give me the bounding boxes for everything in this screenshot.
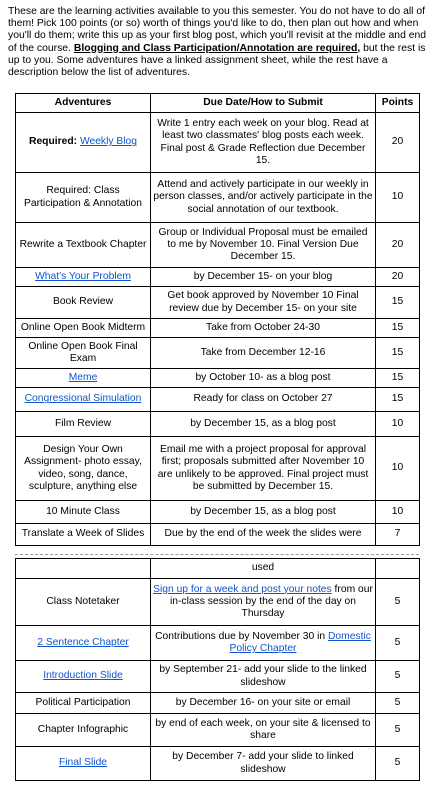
adventure-cell: Book Review bbox=[16, 287, 151, 319]
intro-required-note: Blogging and Class Participation/Annotation are required, bbox=[73, 42, 361, 54]
table-row bbox=[16, 287, 420, 319]
points-cell bbox=[376, 559, 420, 579]
points-cell: 15 bbox=[376, 287, 420, 319]
adventures-table-continued bbox=[15, 558, 420, 781]
table-row bbox=[16, 338, 420, 369]
adventure-cell: Political Participation bbox=[16, 693, 151, 714]
domestic-policy-chapter-link[interactable]: Domestic Policy Chapter bbox=[229, 630, 371, 654]
due-cell: Ready for class on October 27 bbox=[151, 388, 376, 412]
points-cell: 5 bbox=[376, 747, 420, 781]
points-cell: 5 bbox=[376, 579, 420, 626]
adventure-cell bbox=[16, 113, 151, 173]
header-adventures: Adventures bbox=[16, 94, 151, 113]
table-row bbox=[16, 693, 420, 714]
points-cell: 20 bbox=[376, 268, 420, 287]
table-row bbox=[16, 579, 420, 626]
table-row bbox=[16, 268, 420, 287]
adventure-cell bbox=[16, 369, 151, 388]
notetaker-due-text: from our in-class session by the end of the day on Thursday bbox=[169, 583, 373, 620]
intro-paragraph bbox=[8, 6, 432, 79]
adventure-cell: Required: Class Participation & Annotation bbox=[16, 173, 151, 223]
points-cell: 10 bbox=[376, 412, 420, 437]
adventure-cell bbox=[16, 747, 151, 781]
intro-text-2: but the rest is up to you. Some adventures have a linked assignment sheet, while the rest have a description below the list of adventures. bbox=[8, 42, 426, 79]
adventure-cell: Online Open Book Midterm bbox=[16, 319, 151, 338]
adventure-cell: Design Your Own Assignment- photo essay, video, song, dance, sculpture, anything else bbox=[16, 437, 151, 501]
required-label: Required: bbox=[29, 136, 80, 148]
adventure-cell: Translate a Week of Slides bbox=[16, 524, 151, 546]
table-row bbox=[16, 369, 420, 388]
due-cell: Get book approved by November 10 Final review due by December 15- on your site bbox=[151, 287, 376, 319]
due-cell: Due by the end of the week the slides were bbox=[151, 524, 376, 546]
due-cell: Attend and actively participate in our weekly in person classes, and/or actively participate in the social annotation of our textbook. bbox=[151, 173, 376, 223]
table-row bbox=[16, 559, 420, 579]
adventure-cell bbox=[16, 661, 151, 693]
due-cell: by December 15, as a blog post bbox=[151, 501, 376, 524]
due-cell-continued: used bbox=[151, 559, 376, 579]
adventure-cell: Class Notetaker bbox=[16, 579, 151, 626]
points-cell: 5 bbox=[376, 714, 420, 747]
header-due: Due Date/How to Submit bbox=[151, 94, 376, 113]
adventure-cell: Film Review bbox=[16, 412, 151, 437]
due-cell: by October 10- as a blog post bbox=[151, 369, 376, 388]
points-cell: 15 bbox=[376, 369, 420, 388]
table-row bbox=[16, 501, 420, 524]
adventures-table bbox=[15, 93, 420, 546]
adventure-cell bbox=[16, 268, 151, 287]
table-row bbox=[16, 173, 420, 223]
due-cell bbox=[151, 579, 376, 626]
table-row bbox=[16, 714, 420, 747]
table-row bbox=[16, 661, 420, 693]
adventure-cell: Chapter Infographic bbox=[16, 714, 151, 747]
congressional-simulation-link[interactable]: Congressional Simulation bbox=[24, 393, 142, 405]
table-header-row bbox=[16, 94, 420, 113]
table-row bbox=[16, 223, 420, 268]
points-cell: 5 bbox=[376, 693, 420, 714]
points-cell: 15 bbox=[376, 388, 420, 412]
due-cell: Group or Individual Proposal must be emailed to me by November 10. Final Version Due December 15. bbox=[151, 223, 376, 268]
adventure-cell: Rewrite a Textbook Chapter bbox=[16, 223, 151, 268]
table-row bbox=[16, 412, 420, 437]
table-row bbox=[16, 113, 420, 173]
weekly-blog-link[interactable]: Weekly Blog bbox=[79, 136, 137, 148]
adventure-cell bbox=[16, 388, 151, 412]
table-row bbox=[16, 524, 420, 546]
due-cell: by December 7- add your slide to linked slideshow bbox=[151, 747, 376, 781]
due-cell: by December 15, as a blog post bbox=[151, 412, 376, 437]
points-cell: 7 bbox=[376, 524, 420, 546]
adventure-cell bbox=[16, 559, 151, 579]
due-cell bbox=[151, 626, 376, 661]
due-cell: Write 1 entry each week on your blog. Read at least two classmates' blog posts each week. Final post & Grade Reflection due December 15. bbox=[151, 113, 376, 173]
points-cell: 10 bbox=[376, 173, 420, 223]
due-cell: by December 16- on your site or email bbox=[151, 693, 376, 714]
intro-text-1: These are the learning activities available to you this semester. You do not have to do all of them! Pick 100 points (or so) worth of things you'd like to do, then plan out how and when you'll do them; write this up as your first blog post, which you'll revisit at the middle and end of the course. bbox=[8, 6, 427, 54]
notetaker-signup-link[interactable]: Sign up for a week and post your notes bbox=[153, 583, 332, 595]
points-cell: 5 bbox=[376, 661, 420, 693]
points-cell: 20 bbox=[376, 113, 420, 173]
page-break-line bbox=[15, 554, 419, 555]
points-cell: 10 bbox=[376, 437, 420, 501]
header-points: Points bbox=[376, 94, 420, 113]
due-cell: Email me with a project proposal for approval first; proposals submitted after November 10 are unlikely to be approved. Final project must be submitted by December 15. bbox=[151, 437, 376, 501]
final-slide-link[interactable]: Final Slide bbox=[58, 757, 108, 769]
introduction-slide-link[interactable]: Introduction Slide bbox=[43, 670, 123, 682]
table-row bbox=[16, 626, 420, 661]
due-cell: Take from October 24-30 bbox=[151, 319, 376, 338]
table-row bbox=[16, 388, 420, 412]
adventure-cell: Online Open Book Final Exam bbox=[16, 338, 151, 369]
whats-your-problem-link[interactable]: What's Your Problem bbox=[35, 270, 131, 282]
points-cell: 5 bbox=[376, 626, 420, 661]
adventure-cell: 10 Minute Class bbox=[16, 501, 151, 524]
two-sentence-chapter-link[interactable]: 2 Sentence Chapter bbox=[37, 636, 129, 648]
points-cell: 15 bbox=[376, 338, 420, 369]
due-cell: by end of each week, on your site & licensed to share bbox=[151, 714, 376, 747]
meme-link[interactable]: Meme bbox=[68, 371, 98, 383]
two-sentence-due-text: Contributions due by November 30 in bbox=[155, 630, 328, 642]
points-cell: 20 bbox=[376, 223, 420, 268]
adventure-cell bbox=[16, 626, 151, 661]
table-row bbox=[16, 319, 420, 338]
table-row bbox=[16, 747, 420, 781]
due-cell: by September 21- add your slide to the linked slideshow bbox=[151, 661, 376, 693]
due-cell: by December 15- on your blog bbox=[151, 268, 376, 287]
points-cell: 15 bbox=[376, 319, 420, 338]
due-cell: Take from December 12-16 bbox=[151, 338, 376, 369]
points-cell: 10 bbox=[376, 501, 420, 524]
table-row bbox=[16, 437, 420, 501]
